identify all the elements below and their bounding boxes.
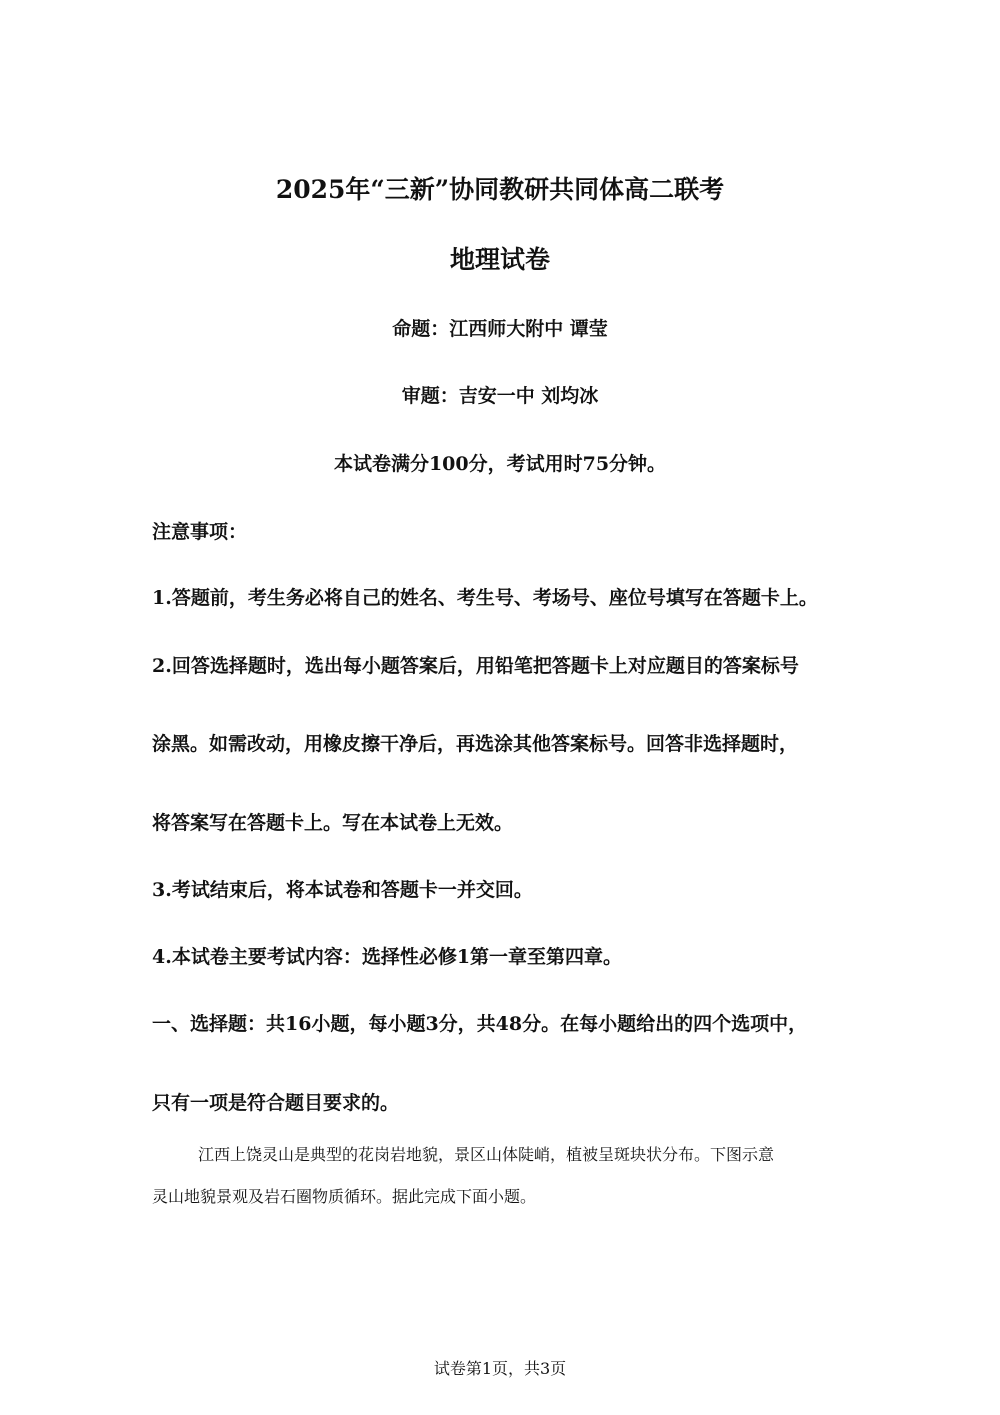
exam-info: 本试卷满分100分，考试用时75分钟。 [333, 453, 667, 475]
notice-heading: 注意事项： [152, 521, 248, 543]
exam-subject: 地理试卷 [449, 245, 550, 274]
notice-item-2-line-3: 将答案写在答题卡上。写在本试卷上无效。 [152, 812, 514, 834]
exam-reviewer: 审题：吉安一中 刘均冰 [401, 385, 599, 407]
passage-line-2: 灵山地貌景观及岩石圈物质循环。据此完成下面小题。 [152, 1187, 537, 1206]
section-heading-line-1: 一、选择题：共16小题，每小题3分，共48分。在每小题给出的四个选项中， [152, 1013, 808, 1035]
passage-line-1: 江西上饶灵山是典型的花岗岩地貌，景区山体陡峭，植被呈斑块状分布。下图示意 [198, 1145, 775, 1164]
notice-item-2-line-2: 涂黑。如需改动，用橡皮擦干净后，再选涂其他答案标号。回答非选择题时， [152, 733, 799, 755]
section-heading-line-2: 只有一项是符合题目要求的。 [152, 1092, 400, 1114]
exam-title: 2025年“三新”协同教研共同体高二联考 [275, 175, 725, 204]
notice-item-1: 1.答题前，考生务必将自己的姓名、考生号、考场号、座位号填写在答题卡上。 [152, 587, 818, 609]
page-footer: 试卷第1页，共3页 [433, 1359, 567, 1378]
notice-item-3: 3.考试结束后，将本试卷和答题卡一并交回。 [152, 879, 533, 901]
exam-author: 命题：江西师大附中 谭莹 [392, 318, 608, 340]
notice-item-4: 4.本试卷主要考试内容：选择性必修1第一章至第四章。 [152, 946, 623, 968]
notice-item-2-line-1: 2.回答选择题时，选出每小题答案后，用铅笔把答题卡上对应题目的答案标号 [152, 655, 799, 677]
